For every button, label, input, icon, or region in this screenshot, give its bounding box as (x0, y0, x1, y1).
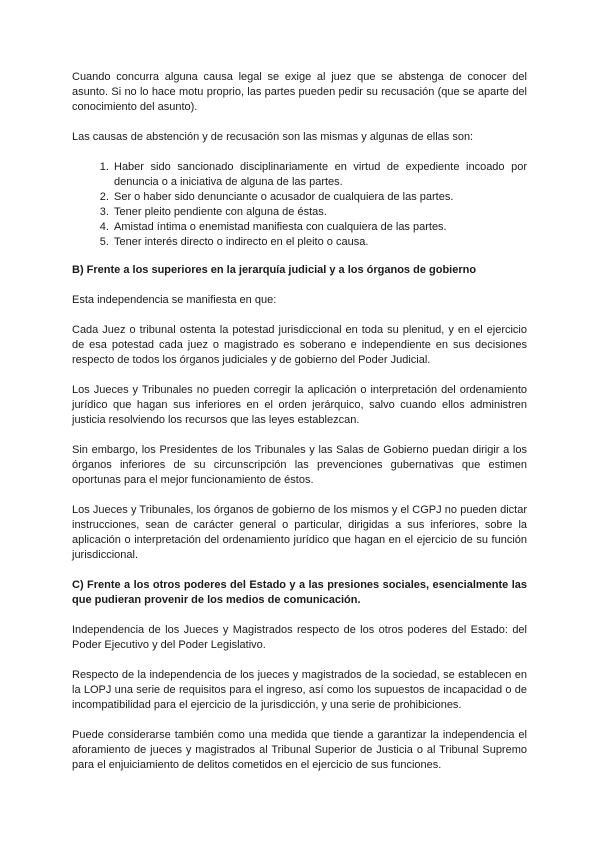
paragraph: Los Jueces y Tribunales no pueden corregir la aplicación o interpretación del ordenamiento jurídico que hagan sus inferiores en el orden jerárquico, salvo cuando ellos administren justicia resolviendo los recursos que las leyes establezcan. (72, 384, 527, 426)
section-b-heading: B) Frente a los superiores en la jerarquía judicial y a los órganos de gobierno (72, 264, 477, 276)
causes-list (72, 160, 527, 250)
paragraph: Los Jueces y Tribunales, los órganos de gobierno de los mismos y el CGPJ no pueden dictar instrucciones, sean de carácter general o particular, dirigidas a sus inferiores, sobre la aplicación o interpretación del ordenamiento jurídico que hagan en el ejercicio de su función jurisdiccional. (72, 504, 527, 561)
paragraph: Cada Juez o tribunal ostenta la potestad jurisdiccional en toda su plenitud, y en el ejercicio de esa potestad cada juez o magistrado es soberano e independiente en sus decisiones respecto de todos los órganos judiciales y de gobierno del Poder Judicial. (72, 324, 527, 366)
list-item: 1. Haber sido sancionado disciplinariamente en virtud de expediente incoado por denuncia o a iniciativa de alguna de las partes. (112, 160, 527, 190)
list-item: 3. Tener pleito pendiente con alguna de éstas. (112, 205, 527, 220)
paragraph: Respecto de la independencia de los jueces y magistrados de la sociedad, se establecen en la LOPJ una serie de requisitos para el ingreso, así como los supuestos de incapacidad o de incompatibilidad para el ejercicio de la jurisdicción, y una serie de prohibiciones. (72, 669, 527, 711)
paragraph: Esta independencia se manifiesta en que: (72, 294, 277, 306)
paragraph: Sin embargo, los Presidentes de los Tribunales y las Salas de Gobierno puedan dirigir a los órganos inferiores de su circunscripción las prevenciones gubernativas que estimen oportunas para el mejor funcionamiento de éstos. (72, 444, 527, 486)
paragraph-abstention-intro: Cuando concurra alguna causa legal se exige al juez que se abstenga de conocer del asunto. Si no lo hace motu proprio, las partes pueden pedir su recusación (que se aparte del conocimiento del asunto). (72, 71, 527, 113)
document-body (72, 70, 527, 788)
paragraph: Independencia de los Jueces y Magistrados respecto de los otros poderes del Estado: del Poder Ejecutivo y del Poder Legislativo. (72, 624, 527, 651)
list-item: 2. Ser o haber sido denunciante o acusador de cualquiera de las partes. (112, 190, 527, 205)
paragraph: Puede considerarse también como una medida que tiende a garantizar la independencia el aforamiento de jueces y magistrados al Tribunal Superior de Justicia o al Tribunal Supremo para el enjuiciamiento de delitos cometidos en el ejercicio de sus funciones. (72, 729, 527, 771)
paragraph-causes-intro: Las causas de abstención y de recusación son las mismas y algunas de ellas son: (72, 131, 474, 143)
section-c-heading: C) Frente a los otros poderes del Estado y a las presiones sociales, esencialmente las que pudieran provenir de los medios de comunicación. (72, 579, 527, 606)
list-item: 5. Tener interés directo o indirecto en el pleito o causa. (112, 235, 527, 250)
list-item: 4. Amistad íntima o enemistad manifiesta con cualquiera de las partes. (112, 220, 527, 235)
